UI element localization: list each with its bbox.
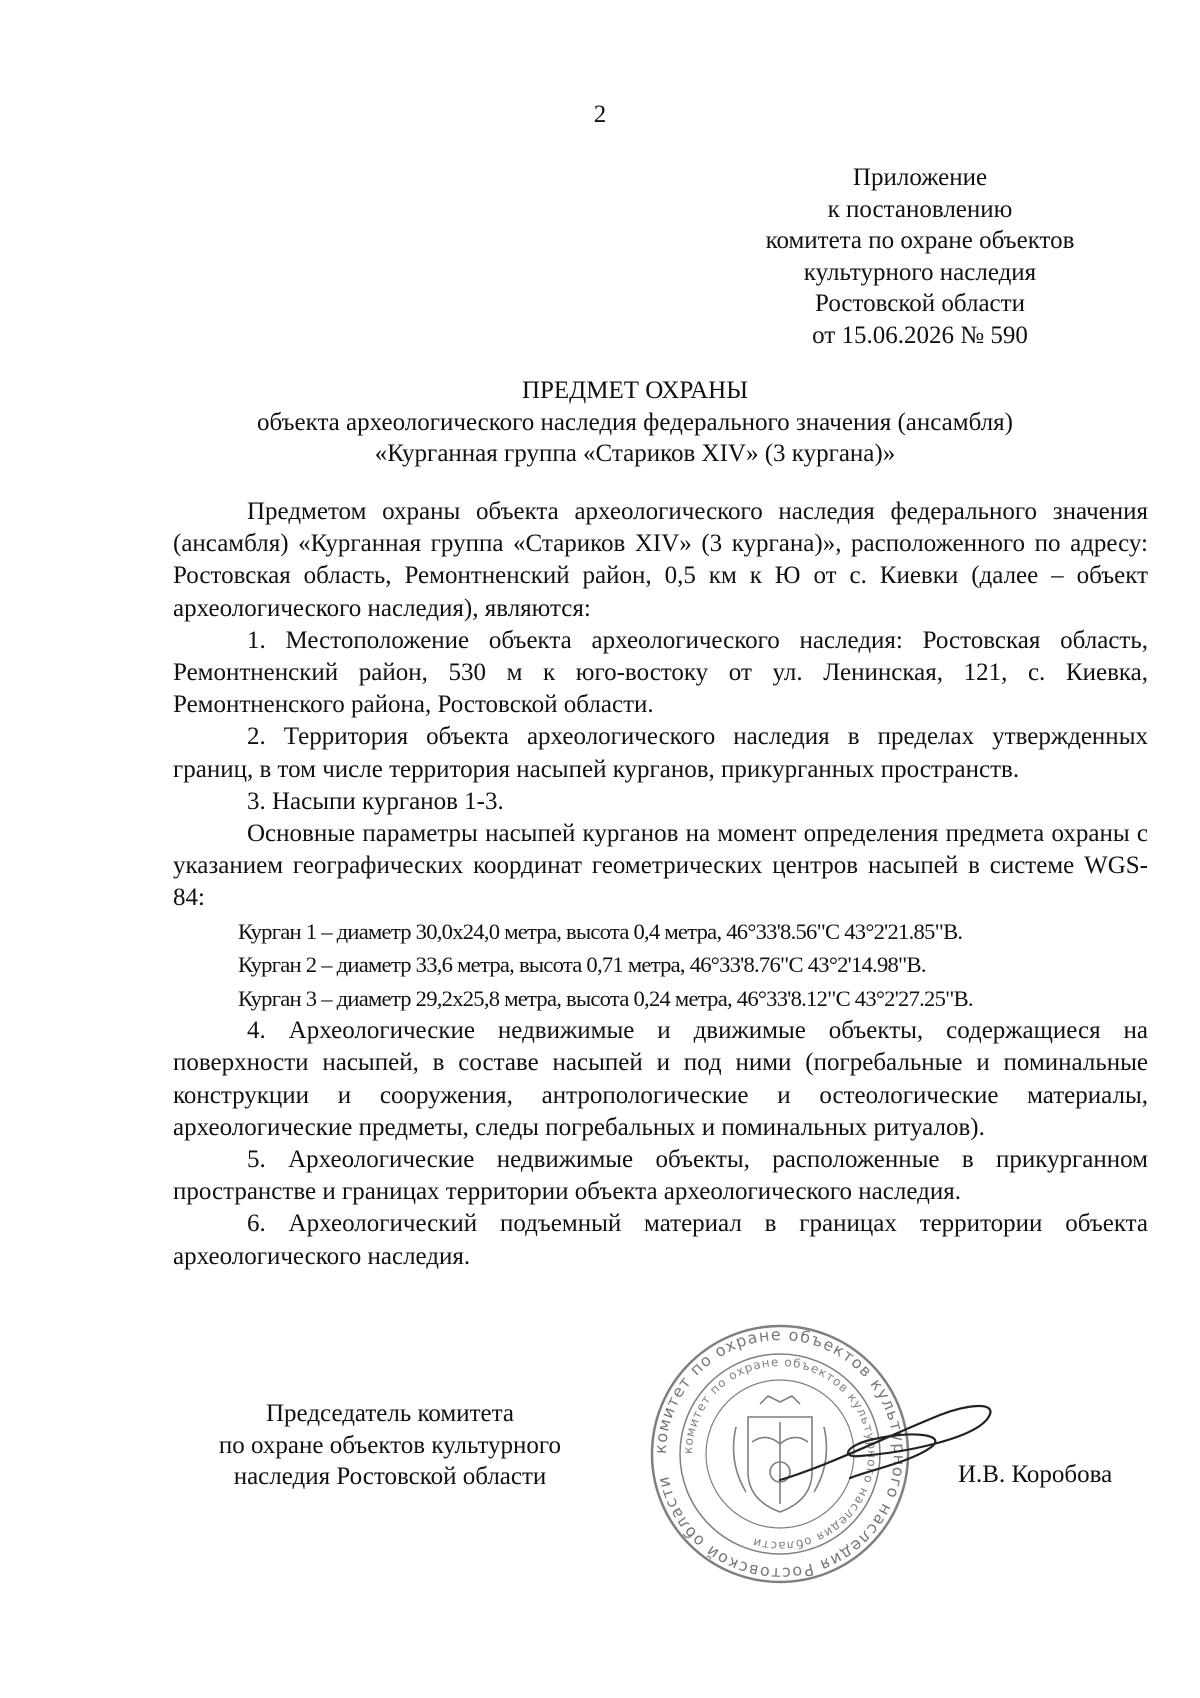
mound-line: Курган 2 – диаметр 33,6 метра, высота 0,71 метра, 46°33'8.76"С 43°2'14.98"В. [238, 952, 926, 978]
appendix-line: комитета по охране объектов [765, 227, 1075, 254]
item-territory: 2. Территория объекта археологического наследия в пределах утвержденных границ, в том числе территория насыпей курганов, прикурганных пространств. [173, 723, 1148, 783]
item-location: 1. Местоположение объекта археологического наследия: Ростовская область, Ремонтненский район, 530 м к юго-востоку от ул. Ленинская, 121, с. Киевка, Ремонтненского района, Ростовской области. [173, 626, 1148, 719]
page-number: 2 [593, 101, 607, 128]
appendix-date-line: от 15.06.2026 № 590 [812, 321, 1028, 349]
seal-outer-text: комитет по охране объектов культурного наследия Ростовской области [650, 1324, 910, 1584]
position-line: наследия Ростовской области [233, 1463, 547, 1490]
appendix-line: к постановлению [827, 195, 1013, 223]
title-heading: ПРЕДМЕТ ОХРАНЫ [521, 377, 749, 404]
mound-line: Курган 3 – диаметр 29,2х25,8 метра, высота 0,24 метра, 46°33'8.12"С 43°2'27.25"В. [238, 985, 973, 1011]
signatory-position [170, 1398, 610, 1493]
position-line: по охране объектов культурного [218, 1431, 562, 1459]
item-surface-material: 6. Археологический подъемный материал в границах территории объекта археологического наследия. [173, 1210, 1148, 1270]
item-objects: 4. Археологические недвижимые и движимые объекты, содержащиеся на поверхности насыпей, в составе насыпей и под ними (погребальные и поминальные конструкции и сооружения, антропологические и остеологические материалы, археологические предметы, следы погребальных и поминальных ритуалов). [173, 1017, 1148, 1141]
appendix-header [720, 162, 1120, 351]
seal-inner-text: комитет по охране объектов культурного наследия области [680, 1354, 880, 1554]
position-line: Председатель комитета [266, 1400, 514, 1427]
intro-paragraph: Предметом охраны объекта археологического наследия федерального значения (ансамбля) «Курганная группа «Стариков XIV» (3 кургана)», расположенного по адресу: Ростовская область, Ремонтненский район, 0,5 км к Ю от с. Киевки (далее – объект археологического наследия), являются: [173, 498, 1148, 622]
appendix-line: Приложение [852, 164, 988, 191]
item-immovable: 5. Археологические недвижимые объекты, расположенные в прикурганном пространстве и границах территории объекта археологического наследия. [173, 1145, 1148, 1206]
signatory-name: И.В. Коробова [958, 1461, 1113, 1488]
mound-line: Курган 1 – диаметр 30,0х24,0 метра, высота 0,4 метра, 46°33'8.56"С 43°2'21.85"В. [238, 918, 963, 944]
title-subline: объекта археологического наследия федерального значения (ансамбля) [257, 408, 1013, 436]
document-title [185, 375, 1085, 470]
item-mounds: 3. Насыпи курганов 1-3. [247, 787, 504, 815]
params-paragraph: Основные параметры насыпей курганов на момент определения предмета охраны с указанием географических координат геометрических центров насыпей в системе WGS-84: [173, 820, 1148, 912]
document-body [173, 496, 1148, 1273]
appendix-line: Ростовской области [815, 290, 1025, 317]
title-subline: «Курганная группа «Стариков XIV» (3 кургана)» [374, 440, 896, 467]
appendix-line: культурного наследия [803, 258, 1037, 286]
